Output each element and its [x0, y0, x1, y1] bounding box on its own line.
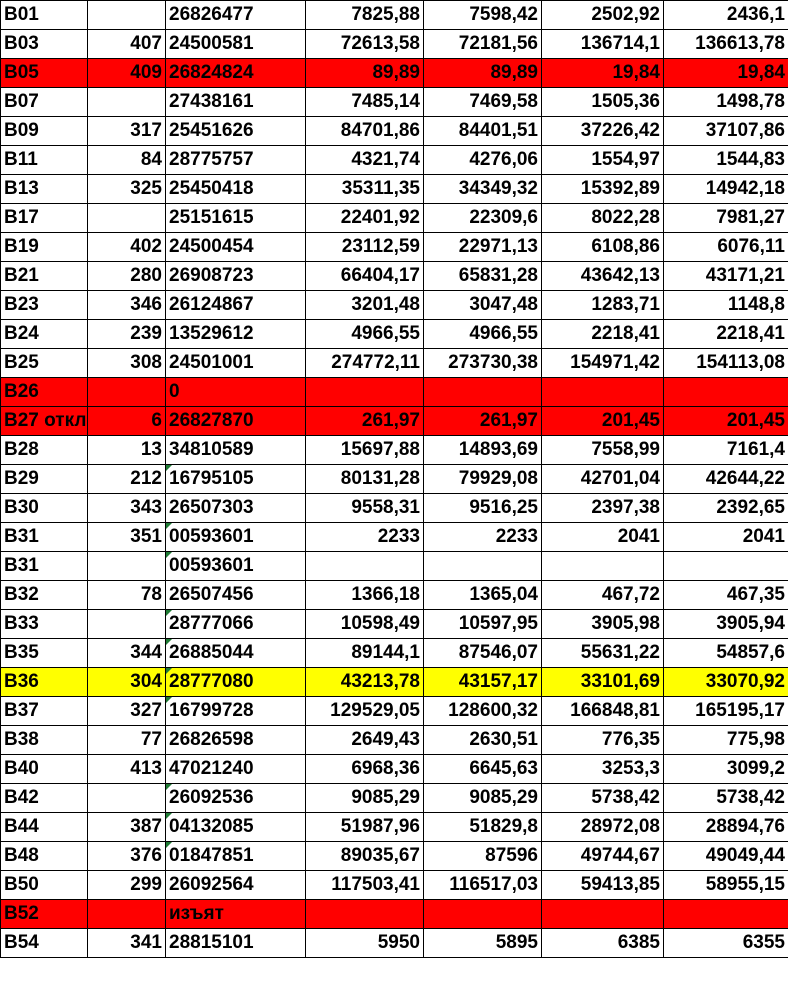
cell-value-2[interactable]: 22971,13	[424, 233, 542, 262]
cell-value-2[interactable]: 2630,51	[424, 726, 542, 755]
cell-value-4[interactable]: 136613,78	[664, 30, 788, 59]
table-row	[1, 407, 788, 436]
cell-serial[interactable]: 26827870	[166, 407, 306, 436]
cell-meter-id[interactable]: B17	[1, 204, 88, 233]
cell-value-4[interactable]: 14942,18	[664, 175, 788, 204]
cell-value-2[interactable]: 9516,25	[424, 494, 542, 523]
cell-serial[interactable]: 25450418	[166, 175, 306, 204]
table-row	[1, 59, 788, 88]
cell-value-3[interactable]: 154971,42	[542, 349, 664, 378]
table-row	[1, 639, 788, 668]
cell-value-1[interactable]: 84701,86	[306, 117, 424, 146]
cell-number[interactable]	[88, 204, 166, 233]
cell-meter-id[interactable]: B26	[1, 378, 88, 407]
cell-value-4[interactable]: 33070,92	[664, 668, 788, 697]
cell-number[interactable]: 317	[88, 117, 166, 146]
cell-value-4[interactable]	[664, 378, 788, 407]
table-row	[1, 842, 788, 871]
cell-value-3[interactable]: 2397,38	[542, 494, 664, 523]
cell-number[interactable]: 351	[88, 523, 166, 552]
cell-number[interactable]: 413	[88, 755, 166, 784]
cell-number[interactable]	[88, 1, 166, 30]
cell-number[interactable]: 341	[88, 929, 166, 958]
cell-serial[interactable]: 26826598	[166, 726, 306, 755]
cell-value-3[interactable]: 6108,86	[542, 233, 664, 262]
cell-value-4[interactable]: 28894,76	[664, 813, 788, 842]
cell-value-2[interactable]: 273730,38	[424, 349, 542, 378]
cell-meter-id[interactable]: B36	[1, 668, 88, 697]
cell-serial[interactable]: 26908723	[166, 262, 306, 291]
cell-value-1[interactable]: 89144,1	[306, 639, 424, 668]
cell-value-4[interactable]: 49049,44	[664, 842, 788, 871]
cell-value-1[interactable]: 4321,74	[306, 146, 424, 175]
cell-value-2[interactable]	[424, 552, 542, 581]
cell-value-2[interactable]: 22309,6	[424, 204, 542, 233]
cell-value-2[interactable]: 261,97	[424, 407, 542, 436]
table-row	[1, 291, 788, 320]
cell-value-2[interactable]: 6645,63	[424, 755, 542, 784]
cell-serial[interactable]: 34810589	[166, 436, 306, 465]
cell-value-2[interactable]: 72181,56	[424, 30, 542, 59]
cell-meter-id[interactable]: B21	[1, 262, 88, 291]
cell-serial[interactable]: 26092536	[166, 784, 306, 813]
cell-value-4[interactable]: 19,84	[664, 59, 788, 88]
cell-value-1[interactable]: 89,89	[306, 59, 424, 88]
table-row	[1, 871, 788, 900]
cell-meter-id[interactable]: B31	[1, 552, 88, 581]
cell-number[interactable]: 13	[88, 436, 166, 465]
cell-value-3[interactable]: 28972,08	[542, 813, 664, 842]
cell-meter-id[interactable]: B31	[1, 523, 88, 552]
cell-value-3[interactable]	[542, 552, 664, 581]
cell-value-4[interactable]: 2392,65	[664, 494, 788, 523]
cell-value-2[interactable]: 9085,29	[424, 784, 542, 813]
cell-number[interactable]: 409	[88, 59, 166, 88]
cell-value-3[interactable]: 33101,69	[542, 668, 664, 697]
cell-serial[interactable]: 00593601	[166, 523, 306, 552]
table-row	[1, 1, 788, 30]
cell-value-3[interactable]: 42701,04	[542, 465, 664, 494]
table-row	[1, 900, 788, 929]
cell-serial[interactable]: 28775757	[166, 146, 306, 175]
cell-value-4[interactable]: 201,45	[664, 407, 788, 436]
cell-value-1[interactable]	[306, 552, 424, 581]
cell-serial[interactable]: 01847851	[166, 842, 306, 871]
cell-serial[interactable]: 28777066	[166, 610, 306, 639]
cell-value-3[interactable]: 3905,98	[542, 610, 664, 639]
cell-value-3[interactable]: 166848,81	[542, 697, 664, 726]
cell-value-3[interactable]: 5738,42	[542, 784, 664, 813]
cell-value-2[interactable]: 128600,32	[424, 697, 542, 726]
cell-serial[interactable]: 28777080	[166, 668, 306, 697]
cell-serial[interactable]: 28815101	[166, 929, 306, 958]
cell-value-2[interactable]: 65831,28	[424, 262, 542, 291]
cell-value-4[interactable]: 2041	[664, 523, 788, 552]
cell-value-2[interactable]: 4966,55	[424, 320, 542, 349]
cell-value-4[interactable]: 7981,27	[664, 204, 788, 233]
cell-serial[interactable]: 26824824	[166, 59, 306, 88]
cell-value-3[interactable]	[542, 900, 664, 929]
cell-value-2[interactable]: 116517,03	[424, 871, 542, 900]
cell-value-4[interactable]: 6355	[664, 929, 788, 958]
table-row	[1, 146, 788, 175]
cell-serial[interactable]: 25451626	[166, 117, 306, 146]
cell-number[interactable]: 84	[88, 146, 166, 175]
cell-value-3[interactable]: 136714,1	[542, 30, 664, 59]
cell-value-2[interactable]: 84401,51	[424, 117, 542, 146]
cell-meter-id[interactable]: B03	[1, 30, 88, 59]
cell-value-2[interactable]: 87596	[424, 842, 542, 871]
cell-value-1[interactable]: 51987,96	[306, 813, 424, 842]
cell-value-2[interactable]	[424, 900, 542, 929]
cell-meter-id[interactable]: B37	[1, 697, 88, 726]
cell-number[interactable]: 78	[88, 581, 166, 610]
table-row	[1, 88, 788, 117]
cell-value-1[interactable]: 2233	[306, 523, 424, 552]
cell-serial[interactable]: 26092564	[166, 871, 306, 900]
table-row	[1, 262, 788, 291]
cell-serial[interactable]: 16799728	[166, 697, 306, 726]
cell-value-3[interactable]: 1554,97	[542, 146, 664, 175]
cell-serial[interactable]: 26507456	[166, 581, 306, 610]
table-row	[1, 175, 788, 204]
table-row	[1, 813, 788, 842]
cell-value-3[interactable]: 467,72	[542, 581, 664, 610]
cell-value-1[interactable]	[306, 900, 424, 929]
cell-value-4[interactable]: 1148,8	[664, 291, 788, 320]
cell-number[interactable]	[88, 88, 166, 117]
table-row	[1, 349, 788, 378]
table-row	[1, 233, 788, 262]
cell-value-4[interactable]	[664, 552, 788, 581]
cell-value-2[interactable]: 3047,48	[424, 291, 542, 320]
cell-meter-id[interactable]: B09	[1, 117, 88, 146]
cell-meter-id[interactable]: B35	[1, 639, 88, 668]
table-row	[1, 929, 788, 958]
cell-value-1[interactable]: 15697,88	[306, 436, 424, 465]
cell-number[interactable]: 308	[88, 349, 166, 378]
cell-value-4[interactable]: 3099,2	[664, 755, 788, 784]
cell-number[interactable]: 325	[88, 175, 166, 204]
cell-value-1[interactable]: 3201,48	[306, 291, 424, 320]
cell-value-2[interactable]: 2233	[424, 523, 542, 552]
cell-value-3[interactable]: 201,45	[542, 407, 664, 436]
cell-value-2[interactable]: 79929,08	[424, 465, 542, 494]
cell-number[interactable]	[88, 784, 166, 813]
cell-meter-id[interactable]: B05	[1, 59, 88, 88]
cell-value-4[interactable]: 58955,15	[664, 871, 788, 900]
cell-value-4[interactable]: 3905,94	[664, 610, 788, 639]
table-row	[1, 494, 788, 523]
cell-value-4[interactable]: 7161,4	[664, 436, 788, 465]
cell-value-4[interactable]: 42644,22	[664, 465, 788, 494]
table-row	[1, 581, 788, 610]
cell-number[interactable]: 344	[88, 639, 166, 668]
cell-value-2[interactable]: 87546,07	[424, 639, 542, 668]
cell-meter-id[interactable]: B52	[1, 900, 88, 929]
cell-value-2[interactable]: 34349,32	[424, 175, 542, 204]
cell-value-2[interactable]: 1365,04	[424, 581, 542, 610]
cell-value-1[interactable]: 4966,55	[306, 320, 424, 349]
cell-value-3[interactable]: 37226,42	[542, 117, 664, 146]
table-row	[1, 784, 788, 813]
cell-meter-id[interactable]: B42	[1, 784, 88, 813]
cell-value-3[interactable]: 55631,22	[542, 639, 664, 668]
cell-value-1[interactable]: 7485,14	[306, 88, 424, 117]
cell-value-3[interactable]: 2218,41	[542, 320, 664, 349]
cell-value-1[interactable]: 5950	[306, 929, 424, 958]
cell-value-3[interactable]: 6385	[542, 929, 664, 958]
cell-value-2[interactable]: 43157,17	[424, 668, 542, 697]
cell-number[interactable]	[88, 900, 166, 929]
cell-value-3[interactable]: 43642,13	[542, 262, 664, 291]
cell-value-4[interactable]: 165195,17	[664, 697, 788, 726]
cell-number[interactable]	[88, 552, 166, 581]
cell-value-1[interactable]: 2649,43	[306, 726, 424, 755]
cell-value-2[interactable]	[424, 378, 542, 407]
cell-value-1[interactable]: 72613,58	[306, 30, 424, 59]
table-row	[1, 378, 788, 407]
cell-meter-id[interactable]: B27 откл	[1, 407, 88, 436]
cell-serial[interactable]: 27438161	[166, 88, 306, 117]
table-row	[1, 30, 788, 59]
cell-value-1[interactable]: 23112,59	[306, 233, 424, 262]
cell-value-4[interactable]: 2436,1	[664, 1, 788, 30]
cell-value-2[interactable]: 51829,8	[424, 813, 542, 842]
cell-value-1[interactable]: 117503,41	[306, 871, 424, 900]
cell-serial[interactable]: 0	[166, 378, 306, 407]
cell-serial[interactable]: изъят	[166, 900, 306, 929]
table-row	[1, 523, 788, 552]
cell-value-3[interactable]: 2502,92	[542, 1, 664, 30]
cell-value-4[interactable]: 1498,78	[664, 88, 788, 117]
cell-meter-id[interactable]: B28	[1, 436, 88, 465]
cell-value-3[interactable]: 15392,89	[542, 175, 664, 204]
cell-meter-id[interactable]: B48	[1, 842, 88, 871]
table-row	[1, 610, 788, 639]
cell-number[interactable]: 304	[88, 668, 166, 697]
cell-number[interactable]: 280	[88, 262, 166, 291]
table-row	[1, 668, 788, 697]
cell-meter-id[interactable]: B38	[1, 726, 88, 755]
cell-number[interactable]: 407	[88, 30, 166, 59]
cell-value-4[interactable]: 1544,83	[664, 146, 788, 175]
cell-number[interactable]: 299	[88, 871, 166, 900]
table-row	[1, 755, 788, 784]
cell-value-2[interactable]: 10597,95	[424, 610, 542, 639]
table-body	[1, 1, 788, 958]
cell-meter-id[interactable]: B44	[1, 813, 88, 842]
cell-value-1[interactable]: 6968,36	[306, 755, 424, 784]
cell-number[interactable]: 376	[88, 842, 166, 871]
cell-value-1[interactable]	[306, 378, 424, 407]
cell-value-4[interactable]: 54857,6	[664, 639, 788, 668]
cell-meter-id[interactable]: B19	[1, 233, 88, 262]
cell-value-4[interactable]: 5738,42	[664, 784, 788, 813]
cell-number[interactable]: 387	[88, 813, 166, 842]
table-row	[1, 552, 788, 581]
cell-serial[interactable]: 26124867	[166, 291, 306, 320]
cell-value-3[interactable]: 49744,67	[542, 842, 664, 871]
cell-value-4[interactable]: 467,35	[664, 581, 788, 610]
cell-serial[interactable]: 26885044	[166, 639, 306, 668]
cell-value-3[interactable]: 2041	[542, 523, 664, 552]
cell-value-2[interactable]: 5895	[424, 929, 542, 958]
cell-meter-id[interactable]: B54	[1, 929, 88, 958]
cell-value-2[interactable]: 7598,42	[424, 1, 542, 30]
cell-number[interactable]: 346	[88, 291, 166, 320]
cell-meter-id[interactable]: B11	[1, 146, 88, 175]
cell-value-2[interactable]: 89,89	[424, 59, 542, 88]
cell-meter-id[interactable]: B29	[1, 465, 88, 494]
cell-meter-id[interactable]: B13	[1, 175, 88, 204]
cell-meter-id[interactable]: B30	[1, 494, 88, 523]
cell-number[interactable]: 343	[88, 494, 166, 523]
cell-meter-id[interactable]: B25	[1, 349, 88, 378]
cell-value-1[interactable]: 10598,49	[306, 610, 424, 639]
cell-value-3[interactable]: 19,84	[542, 59, 664, 88]
cell-number[interactable]	[88, 378, 166, 407]
cell-serial[interactable]: 26826477	[166, 1, 306, 30]
cell-value-4[interactable]: 154113,08	[664, 349, 788, 378]
cell-number[interactable]: 212	[88, 465, 166, 494]
cell-number[interactable]: 77	[88, 726, 166, 755]
cell-value-4[interactable]: 2218,41	[664, 320, 788, 349]
cell-meter-id[interactable]: B23	[1, 291, 88, 320]
table-row	[1, 697, 788, 726]
cell-number[interactable]: 402	[88, 233, 166, 262]
cell-value-4[interactable]: 43171,21	[664, 262, 788, 291]
cell-serial[interactable]: 25151615	[166, 204, 306, 233]
table-row	[1, 465, 788, 494]
cell-meter-id[interactable]: B33	[1, 610, 88, 639]
table-row	[1, 117, 788, 146]
cell-value-1[interactable]: 7825,88	[306, 1, 424, 30]
cell-value-4[interactable]: 6076,11	[664, 233, 788, 262]
cell-value-1[interactable]: 274772,11	[306, 349, 424, 378]
cell-serial[interactable]: 24501001	[166, 349, 306, 378]
cell-value-3[interactable]: 776,35	[542, 726, 664, 755]
cell-value-1[interactable]: 80131,28	[306, 465, 424, 494]
cell-value-1[interactable]: 89035,67	[306, 842, 424, 871]
cell-value-3[interactable]: 1283,71	[542, 291, 664, 320]
cell-value-4[interactable]: 775,98	[664, 726, 788, 755]
cell-value-3[interactable]: 3253,3	[542, 755, 664, 784]
cell-meter-id[interactable]: B40	[1, 755, 88, 784]
cell-value-1[interactable]: 66404,17	[306, 262, 424, 291]
cell-serial[interactable]: 16795105	[166, 465, 306, 494]
cell-value-2[interactable]: 4276,06	[424, 146, 542, 175]
cell-meter-id[interactable]: B07	[1, 88, 88, 117]
cell-value-2[interactable]: 14893,69	[424, 436, 542, 465]
cell-number[interactable]	[88, 610, 166, 639]
cell-meter-id[interactable]: B24	[1, 320, 88, 349]
cell-value-3[interactable]: 7558,99	[542, 436, 664, 465]
table-row	[1, 726, 788, 755]
table-row	[1, 204, 788, 233]
cell-value-1[interactable]: 35311,35	[306, 175, 424, 204]
cell-meter-id[interactable]: B01	[1, 1, 88, 30]
cell-serial[interactable]: 04132085	[166, 813, 306, 842]
table-row	[1, 320, 788, 349]
cell-value-1[interactable]: 129529,05	[306, 697, 424, 726]
cell-value-4[interactable]	[664, 900, 788, 929]
cell-value-1[interactable]: 1366,18	[306, 581, 424, 610]
cell-serial[interactable]: 13529612	[166, 320, 306, 349]
cell-value-1[interactable]: 261,97	[306, 407, 424, 436]
cell-serial[interactable]: 47021240	[166, 755, 306, 784]
cell-number[interactable]: 6	[88, 407, 166, 436]
cell-value-3[interactable]	[542, 378, 664, 407]
cell-number[interactable]: 239	[88, 320, 166, 349]
cell-serial[interactable]: 26507303	[166, 494, 306, 523]
cell-value-1[interactable]: 43213,78	[306, 668, 424, 697]
cell-value-2[interactable]: 7469,58	[424, 88, 542, 117]
cell-value-1[interactable]: 22401,92	[306, 204, 424, 233]
cell-serial[interactable]: 00593601	[166, 552, 306, 581]
cell-value-3[interactable]: 59413,85	[542, 871, 664, 900]
cell-value-1[interactable]: 9085,29	[306, 784, 424, 813]
cell-value-3[interactable]: 1505,36	[542, 88, 664, 117]
cell-number[interactable]: 327	[88, 697, 166, 726]
cell-value-4[interactable]: 37107,86	[664, 117, 788, 146]
cell-meter-id[interactable]: B50	[1, 871, 88, 900]
cell-value-1[interactable]: 9558,31	[306, 494, 424, 523]
table-row	[1, 436, 788, 465]
cell-meter-id[interactable]: B32	[1, 581, 88, 610]
cell-value-3[interactable]: 8022,28	[542, 204, 664, 233]
cell-serial[interactable]: 24500581	[166, 30, 306, 59]
cell-serial[interactable]: 24500454	[166, 233, 306, 262]
